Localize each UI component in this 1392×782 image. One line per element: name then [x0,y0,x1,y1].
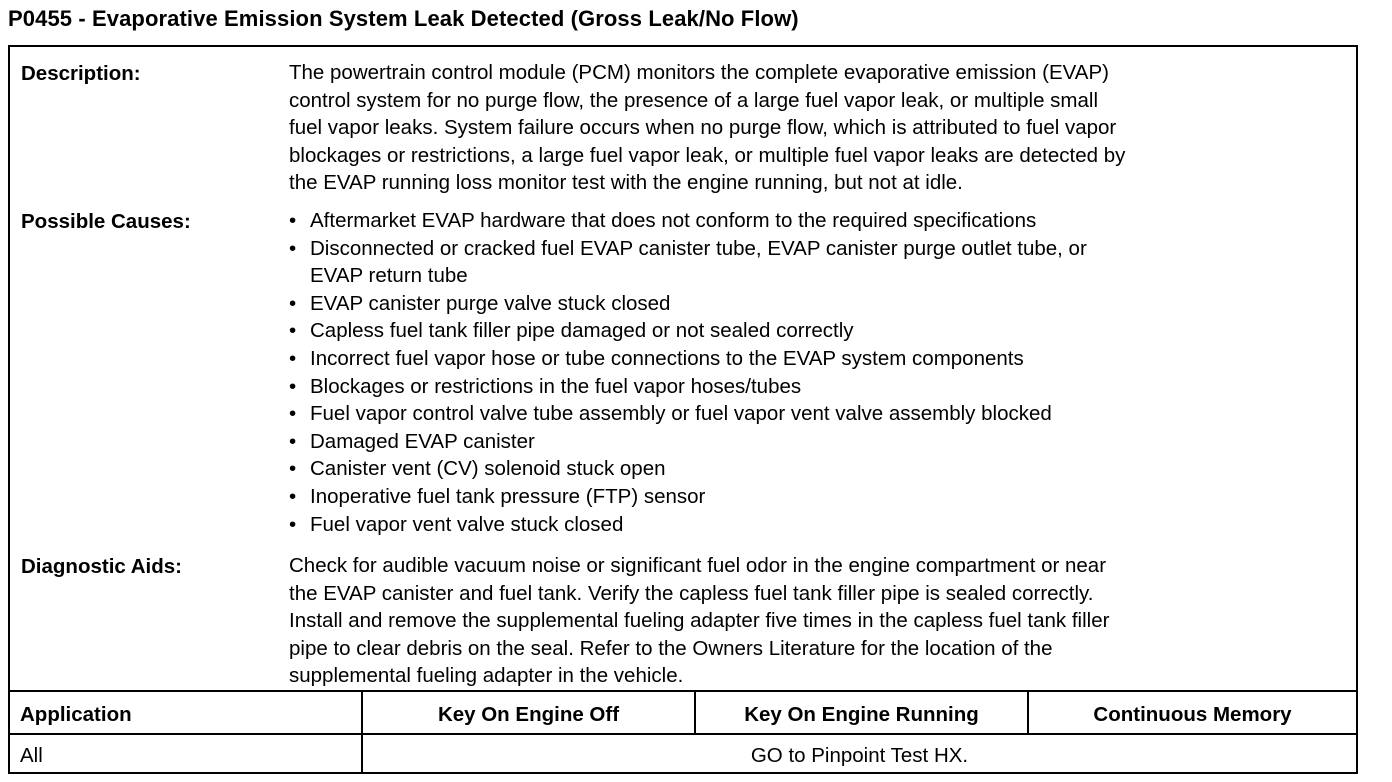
description-line: fuel vapor leaks. System failure occurs when no purge flow, which is attributed to fuel vapor [289,116,1117,140]
table-header-key-on-engine-off: Key On Engine Off [437,703,620,726]
list-item: • Inoperative fuel tank pressure (FTP) sensor [285,483,1087,511]
list-item: • Fuel vapor control valve tube assembly or fuel vapor vent valve assembly blocked [285,400,1087,428]
description-line: The powertrain control module (PCM) monitors the complete evaporative emission (EVAP) [289,61,1109,84]
list-item: • Blockages or restrictions in the fuel vapor hoses/tubes [285,373,1087,401]
description-line: blockages or restrictions, a large fuel vapor leak, or multiple fuel vapor leaks are detected by [289,143,1126,167]
list-item: • Fuel vapor vent valve stuck closed [285,511,1087,539]
list-item: • EVAP canister purge valve stuck closed [285,290,1087,318]
list-item [285,235,1087,290]
table-header-key-on-engine-running: Key On Engine Running [744,703,979,726]
possible-causes-label: Possible Causes: [21,210,191,233]
list-item: • Canister vent (CV) solenoid stuck open [285,455,1087,483]
description-label: Description: [21,62,141,85]
table-cell-application: All [20,744,43,767]
table-row-divider [8,733,1358,735]
table-header-application: Application [20,703,132,726]
diagnostic-aids-line: pipe to clear debris on the seal. Refer to the Owners Literature for the location of the [289,636,1053,660]
list-item-line: Disconnected or cracked fuel EVAP canister tube, EVAP canister purge outlet tube, or [310,236,1087,260]
diagnostic-aids-label: Diagnostic Aids: [21,555,182,578]
description-line: the EVAP running loss monitor test with the engine running, but not at idle. [289,171,963,195]
page-title: P0455 - Evaporative Emission System Leak Detected (Gross Leak/No Flow) [8,6,799,31]
table-cell-action: GO to Pinpoint Test HX. [750,744,969,767]
list-item-line: EVAP return tube [310,264,468,288]
description-text [289,59,1125,197]
list-item: • Capless fuel tank filler pipe damaged or not sealed correctly [285,317,1087,345]
diagnostic-aids-line: Install and remove the supplemental fueling adapter five times in the capless fuel tank filler [289,609,1110,633]
list-item: • Aftermarket EVAP hardware that does not conform to the required specifications [285,207,1087,235]
diagnostic-aids-line: Check for audible vacuum noise or significant fuel odor in the engine compartment or near [289,554,1107,577]
diagnostic-aids-line: the EVAP canister and fuel tank. Verify the capless fuel tank filler pipe is sealed correctly. [289,581,1094,605]
list-item: • Damaged EVAP canister [285,428,1087,456]
description-line: control system for no purge flow, the presence of a large fuel vapor leak, or multiple small [289,88,1099,112]
possible-causes-list [285,207,1087,538]
table-header-continuous-memory: Continuous Memory [1093,703,1292,726]
list-item: • Incorrect fuel vapor hose or tube connections to the EVAP system components [285,345,1087,373]
diagnostic-aids-line: supplemental fueling adapter in the vehicle. [289,664,684,688]
table-top-border [8,690,1358,692]
diagnostic-aids-text [289,552,1109,690]
